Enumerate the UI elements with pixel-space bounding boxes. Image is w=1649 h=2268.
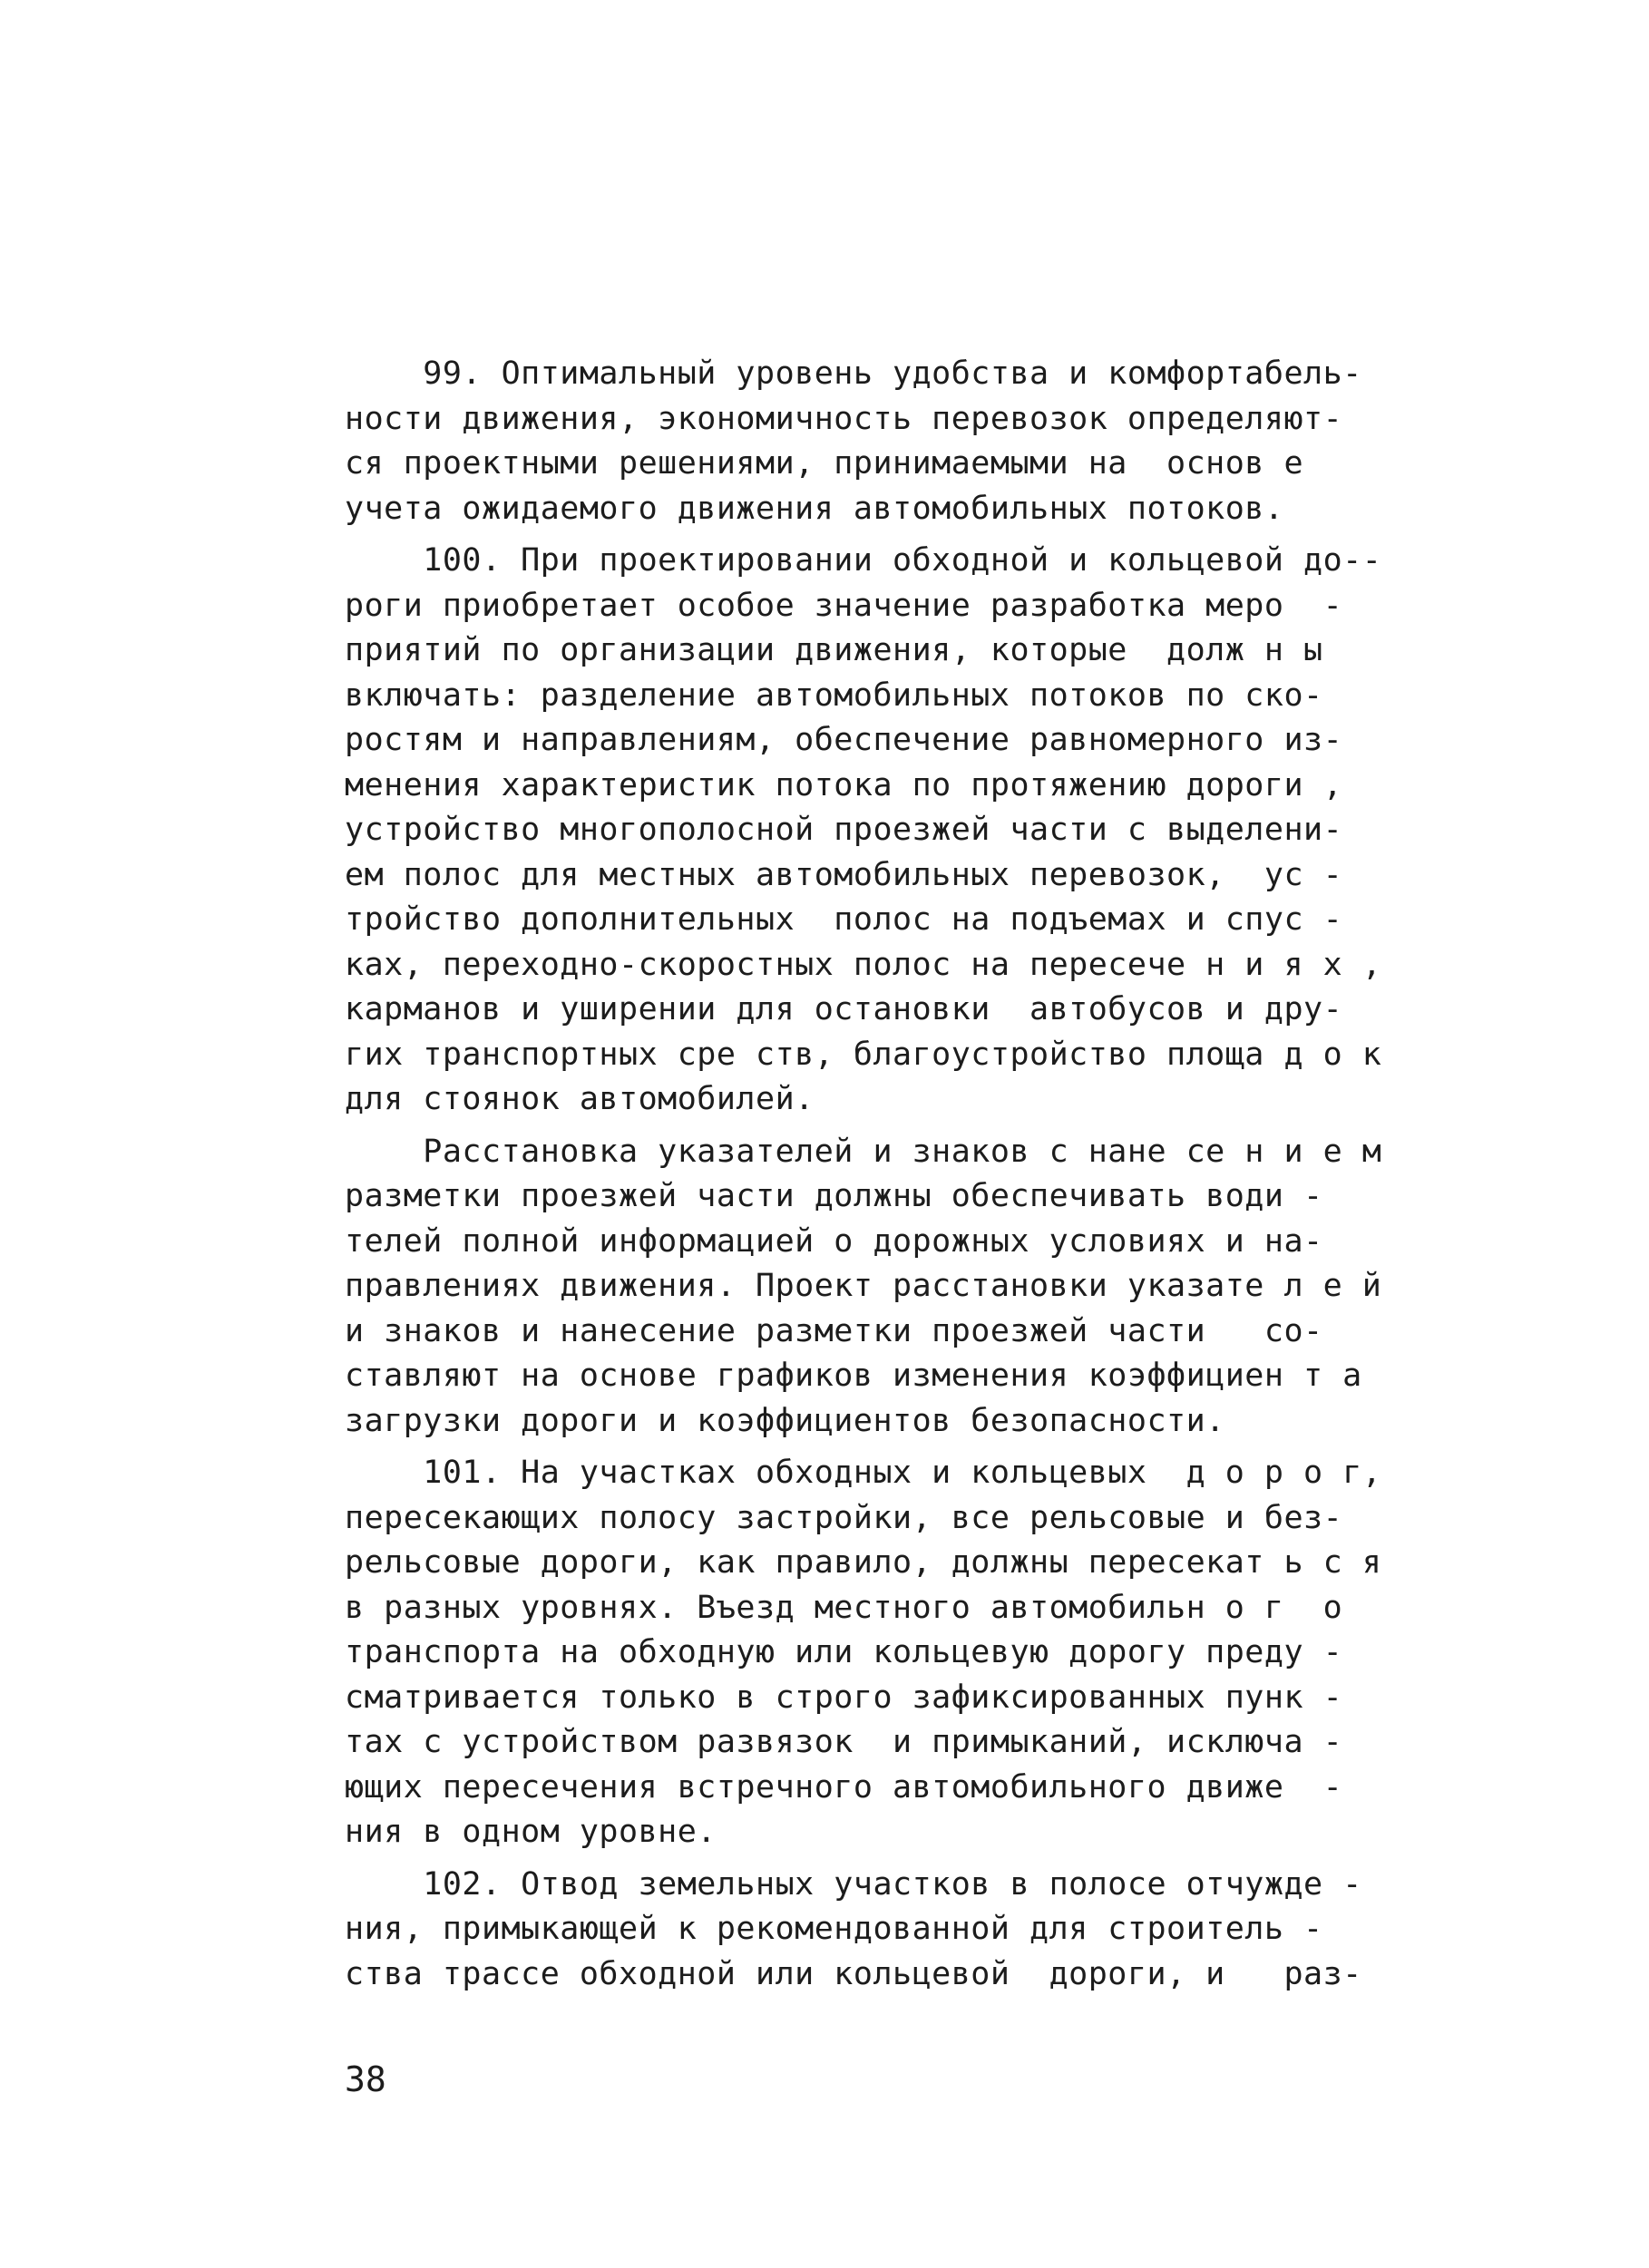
text-line: 102. Отвод земельных участков в полосе отчужде - bbox=[345, 1865, 1362, 1903]
text-line: учета ожидаемого движения автомобильных потоков. bbox=[345, 490, 1284, 527]
text-line: Расстановка указателей и знаков с нане се н и е м bbox=[345, 1133, 1382, 1170]
paragraph bbox=[345, 1863, 1506, 1998]
text-line: устройство многополосной проезжей части с выделени- bbox=[345, 812, 1343, 848]
text-line: карманов и уширении для остановки автобусов и дру- bbox=[345, 991, 1343, 1027]
paragraph-gap bbox=[345, 531, 1506, 539]
paragraph-gap bbox=[345, 1444, 1506, 1451]
text-line: правлениях движения. Проект расстановки указате л е й bbox=[345, 1268, 1382, 1304]
paragraph bbox=[345, 1451, 1506, 1855]
text-line: 100. При проектировании обходной и кольцевой до-- bbox=[345, 542, 1382, 579]
text-line: роги приобретает особое значение разработка меро - bbox=[345, 587, 1343, 624]
text-line: ем полос для местных автомобильных перевозок, ус - bbox=[345, 856, 1343, 893]
paragraph-gap bbox=[345, 1123, 1506, 1130]
text-line: ся проектными решениями, принимаемыми на основ е bbox=[345, 445, 1304, 482]
text-line: тах с устройством развязок и примыканий, исключа - bbox=[345, 1724, 1343, 1760]
text-line: пересекающих полосу застройки, все рельсовые и без- bbox=[345, 1499, 1343, 1536]
paragraph bbox=[345, 539, 1506, 1123]
text-line: ющих пересечения встречного автомобильного движе - bbox=[345, 1768, 1343, 1806]
paragraph bbox=[345, 352, 1506, 531]
text-line: ставляют на основе графиков изменения коэффициен т а bbox=[345, 1358, 1362, 1394]
text-line: ности движения, экономичность перевозок определяют- bbox=[345, 400, 1343, 437]
text-line: загрузки дороги и коэффициентов безопасности. bbox=[345, 1402, 1225, 1439]
text-line: 101. На участках обходных и кольцевых д о р о г, bbox=[345, 1455, 1382, 1491]
text-line: ния в одном уровне. bbox=[345, 1814, 717, 1850]
text-line: включать: разделение автомобильных потоков по ско- bbox=[345, 677, 1323, 714]
text-line: ния, примыкающей к рекомендованной для строитель - bbox=[345, 1911, 1323, 1947]
body-text bbox=[345, 352, 1506, 1997]
text-line: для стоянок автомобилей. bbox=[345, 1081, 815, 1117]
page-number: 38 bbox=[345, 2059, 386, 2099]
text-line: телей полной информацией о дорожных условиях и на- bbox=[345, 1222, 1323, 1260]
text-line: ства трассе обходной или кольцевой дороги, и раз- bbox=[345, 1955, 1362, 1992]
text-line: ках, переходно-скоростных полос на пересече н и я х , bbox=[345, 946, 1382, 983]
text-line: приятий по организации движения, которые долж н ы bbox=[345, 632, 1323, 668]
text-line: сматривается только в строго зафиксированных пунк - bbox=[345, 1679, 1343, 1716]
text-line: тройство дополнительных полос на подъемах и спус - bbox=[345, 901, 1343, 938]
text-line: ростям и направлениям, обеспечение равномерного из- bbox=[345, 722, 1343, 758]
text-line: 99. Оптимальный уровень удобства и комфортабель- bbox=[345, 355, 1362, 392]
text-line: в разных уровнях. Въезд местного автомобильн о г о bbox=[345, 1589, 1343, 1626]
text-line: менения характеристик потока по протяжению дороги , bbox=[345, 766, 1343, 803]
text-line: рельсовые дороги, как правило, должны пересекат ь с я bbox=[345, 1544, 1382, 1581]
paragraph-gap bbox=[345, 1855, 1506, 1863]
text-line: гих транспортных сре ств, благоустройство площа д о к bbox=[345, 1036, 1382, 1073]
paragraph bbox=[345, 1130, 1506, 1445]
text-line: разметки проезжей части должны обеспечивать води - bbox=[345, 1178, 1323, 1214]
text-line: транспорта на обходную или кольцевую дорогу преду - bbox=[345, 1634, 1343, 1670]
text-line: и знаков и нанесение разметки проезжей части со- bbox=[345, 1312, 1323, 1349]
